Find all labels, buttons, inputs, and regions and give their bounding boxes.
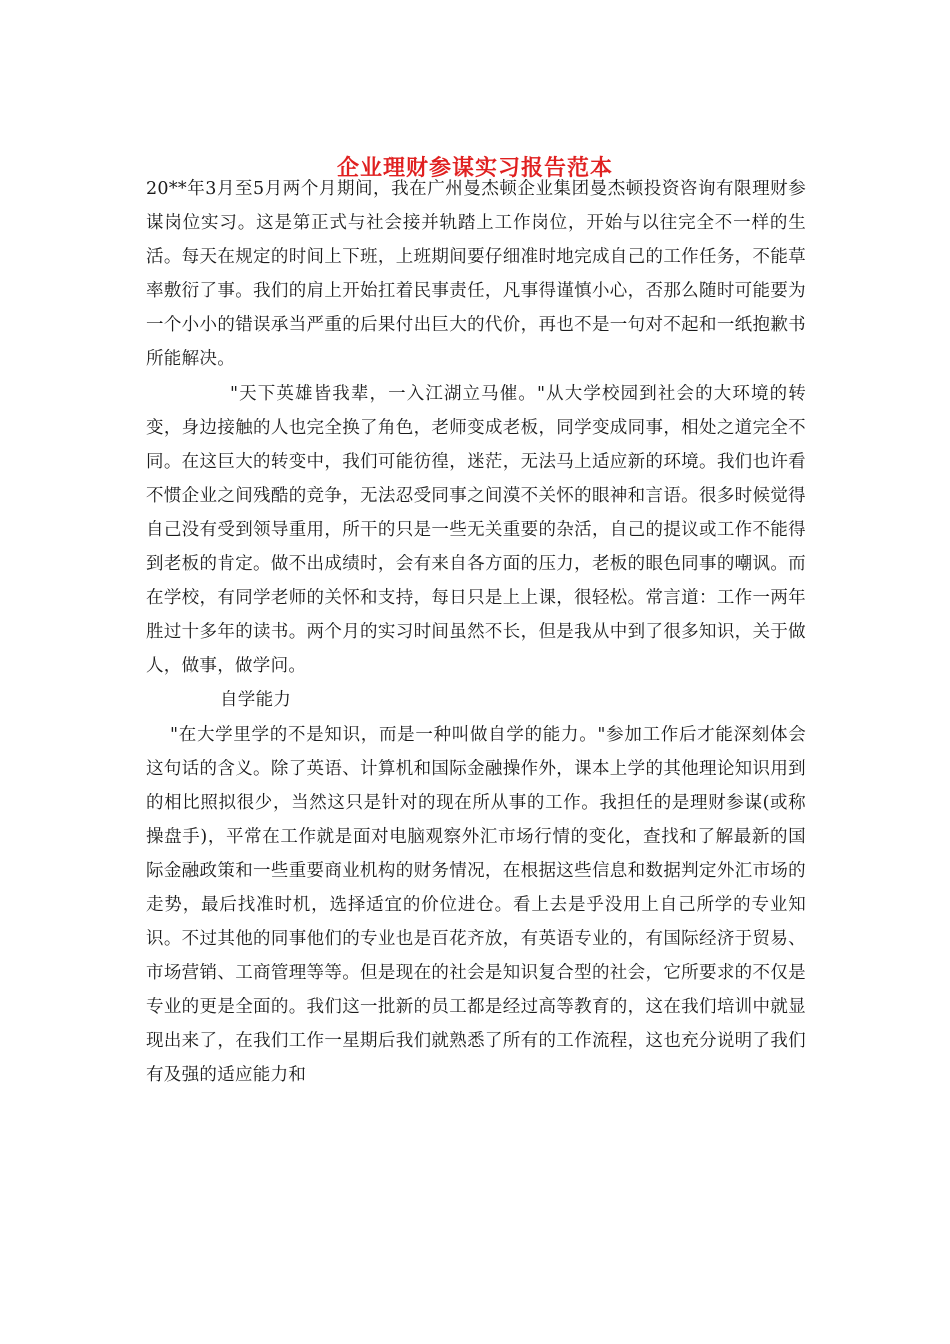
- document-body: [146, 172, 806, 1093]
- document-title: 企业理财参谋实习报告范本: [336, 155, 613, 181]
- paragraph-internship-intro: 20**年3月至5月两个月期间，我在广州曼杰顿企业集团曼杰顿投资咨询有限理财参谋岗位实习。这是第正式与社会接并轨踏上工作岗位，开始与以往完全不一样的生活。每天在规定的时间上下班，上班期间要仔细准时地完成自己的工作任务，不能草率敷衍了事。我们的肩上开始扛着民事责任，凡事得谨慎小心，否那么随时可能要为一个小小的错误承当严重的后果付出巨大的代价，再也不是一句对不起和一纸抱歉书所能解决。: [146, 179, 806, 370]
- paragraph-transition: "天下英雄皆我辈，一入江湖立马催。"从大学校园到社会的大环境的转变，身边接触的人也完全换了角色，老师变成老板，同学变成同事，相处之道完全不同。在这巨大的转变中，我们可能彷徨，迷茫，无法马上适应新的环境。我们也许看不惯企业之间残酷的竞争，无法忍受同事之间漠不关怀的眼神和言语。很多时候觉得自己没有受到领导重用，所干的只是一些无关重要的杂活，自己的提议或工作不能得到老板的肯定。做不出成绩时，会有来自各方面的压力，老板的眼色同事的嘲讽。而在学校，有同学老师的关怀和支持，每日只是上上课，很轻松。常言道：工作一两年胜过十多年的读书。两个月的实习时间虽然不长，但是我从中到了很多知识，关于做人，做事，做学问。: [146, 383, 806, 677]
- section-heading-self-learning: 自学能力: [220, 690, 292, 711]
- paragraph-self-learning: "在大学里学的不是知识，而是一种叫做自学的能力。"参加工作后才能深刻体会这句话的含义。除了英语、计算机和国际金融操作外，课本上学的其他理论知识用到的相比照拟很少，当然这只是针对的现在所从事的工作。我担任的是理财参谋(或称操盘手)，平常在工作就是面对电脑观察外汇市场行情的变化，查找和了解最新的国际金融政策和一些重要商业机构的财务情况，在根据这些信息和数据判定外汇市场的走势，最后找准时机，选择适宜的价位进仓。看上去是乎没用上自己所学的专业知识。不过其他的同事他们的专业也是百花齐放，有英语专业的，有国际经济于贸易、市场营销、工商管理等等。但是现在的社会是知识复合型的社会，它所要求的不仅是专业的更是全面的。我们这一批新的员工都是经过高等教育的，这在我们培训中就显现出来了，在我们工作一星期后我们就熟悉了所有的工作流程，这也充分说明了我们有及强的适应能力和: [146, 724, 806, 1086]
